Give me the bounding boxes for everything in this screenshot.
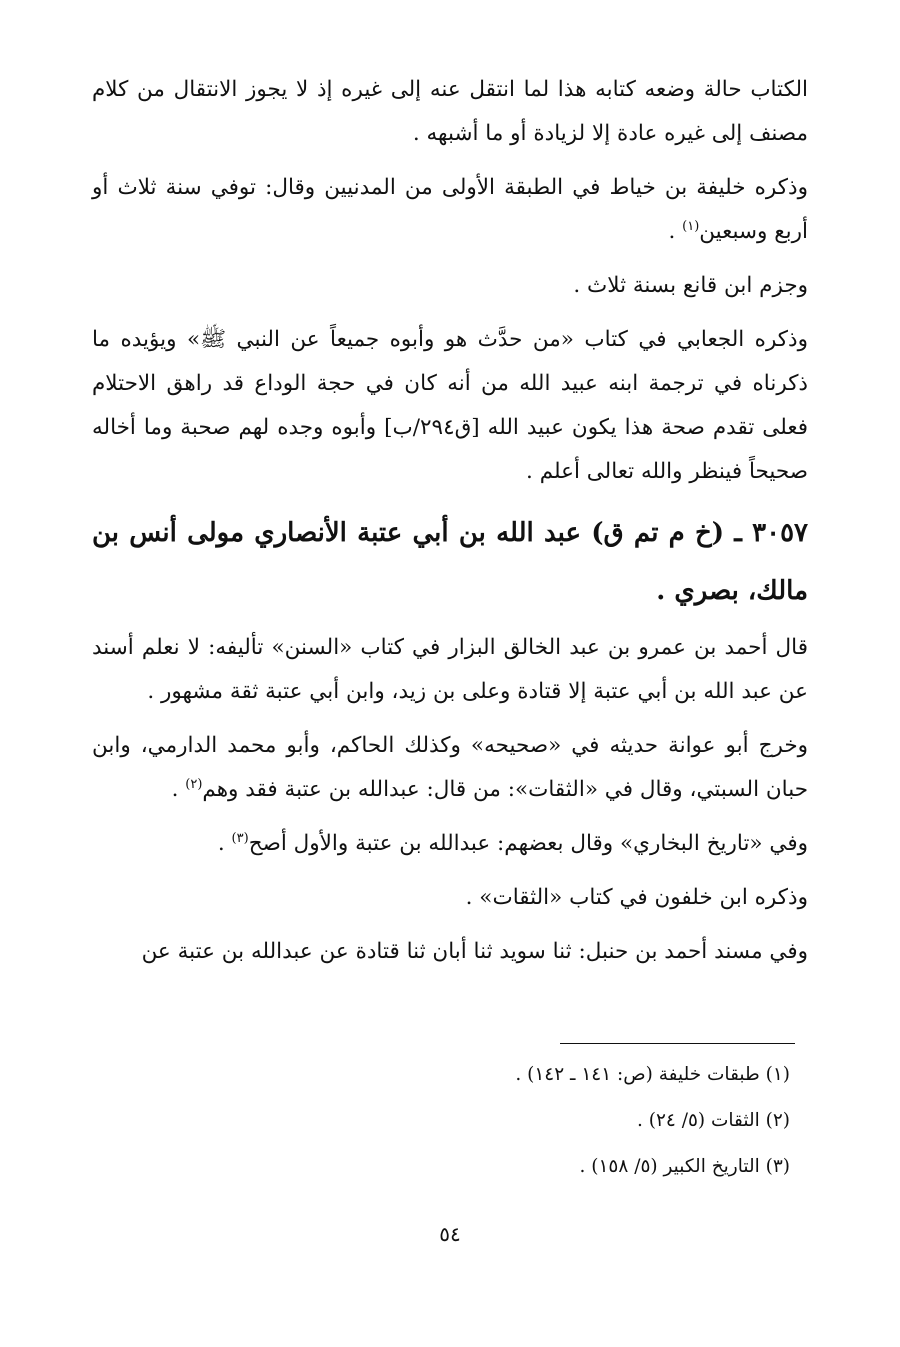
paragraph-3: [92, 264, 808, 308]
paragraph-text: وذكره ابن خلفون في كتاب «الثقات» .: [465, 885, 808, 910]
paragraph-text: قال أحمد بن عمرو بن عبد الخالق البزار في كتاب «السنن» تأليفه: لا نعلم أسند عن عبد الله بن أبي عتبة إلا قتادة وعلى بن زيد، وابن أبي عتبة ثقة مشهور .: [92, 635, 808, 704]
paragraph-text: وذكره خليفة بن خياط في الطبقة الأولى من المدنيين وقال: توفي سنة ثلاث أو أربع وسبعين: [92, 175, 808, 244]
footnote-3: (٣) التاريخ الكبير (٥/ ١٥٨) .: [579, 1156, 790, 1177]
entry-paragraph-4: [92, 876, 808, 920]
page-number: ٥٤: [439, 1222, 461, 1246]
paragraph-text: الكتاب حالة وضعه كتابه هذا لما انتقل عنه إلى غيره إذ لا يجوز الانتقال من كلام مصنف إلى غيره عادة إلا لزيادة أو ما أشبهه .: [92, 77, 808, 146]
footnote-2: (٢) الثقات (٥/ ٢٤) .: [636, 1110, 790, 1131]
entry-paragraph-5: [92, 930, 808, 974]
paragraph-tail: .: [668, 219, 683, 244]
page-body: [92, 68, 808, 984]
paragraph-text: وجزم ابن قانع بسنة ثلاث .: [573, 273, 808, 298]
paragraph-text: وذكره الجعابي في كتاب «من حدَّث هو وأبوه جميعاً عن النبي ﷺ» ويؤيده ما ذكرناه في ترجمة ابنه عبيد الله من أنه كان في حجة الوداع قد راهق الاحتلام فعلى تقدم صحة هذا يكون عبيد الله [ق٢٩٤/ب] وأبوه وجده لهم صحبة وما أخاله صحيحاً فينظر والله تعالى أعلم .: [92, 327, 808, 484]
entry-paragraph-2: [92, 724, 808, 812]
entry-heading: ٣٠٥٧ ـ (خ م تم ق) عبد الله بن أبي عتبة الأنصاري مولى أنس بن مالك، بصري .: [92, 518, 808, 606]
entry-paragraph-1: [92, 626, 808, 714]
footnote-ref-1: (١): [682, 218, 700, 234]
paragraph-4: [92, 318, 808, 494]
footnote-1: (١) طبقات خليفة (ص: ١٤١ ـ ١٤٢) .: [515, 1064, 790, 1085]
footnote-divider: [560, 1043, 795, 1044]
paragraph-text: وفي مسند أحمد بن حنبل: ثنا سويد ثنا أبان ثنا قتادة عن عبدالله بن عتبة عن: [141, 939, 808, 964]
paragraph-text: وفي «تاريخ البخاري» وقال بعضهم: عبدالله بن عتبة والأول أصح: [248, 831, 808, 856]
footnote-ref-2: (٢): [185, 776, 203, 792]
entry-paragraph-3: [92, 822, 808, 866]
footnote-ref-3: (٣): [231, 830, 249, 846]
footnotes: [300, 1052, 790, 1190]
paragraph-text: وخرج أبو عوانة حديثه في «صحيحه» وكذلك الحاكم، وأبو محمد الدارمي، وابن حبان السبتي، وقال في «الثقات»: من قال: عبدالله بن عتبة فقد وهم: [92, 733, 808, 802]
paragraph-tail: .: [217, 831, 232, 856]
paragraph-2: [92, 166, 808, 254]
paragraph-tail: .: [171, 777, 186, 802]
paragraph-1: [92, 68, 808, 156]
